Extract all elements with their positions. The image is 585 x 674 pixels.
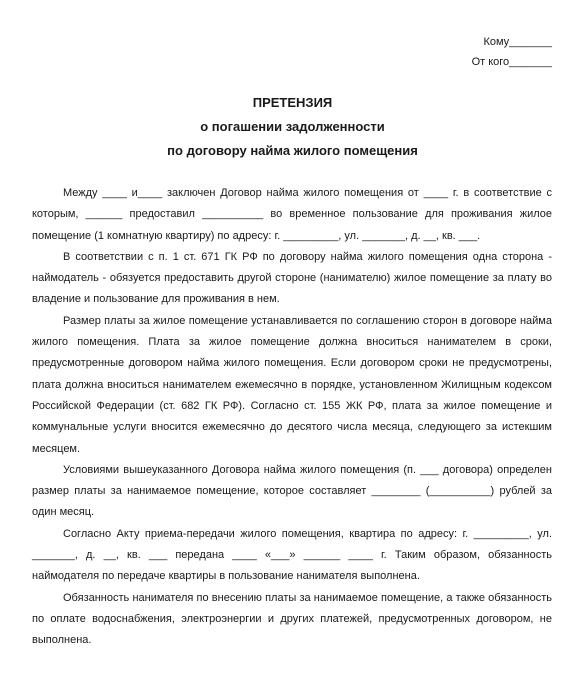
paragraph-payment-terms: Размер платы за жилое помещение устанавливается по соглашению сторон в договоре найма жилого помещения. Плата за жилое помещение должна вноситься нанимателем в сроки, предусмотренные договором найма жилого помещения. Если договором сроки не предусмотрены, плата должна вноситься нанимателем ежемесячно в порядке, установленном Жилищным кодексом Российской Федерации (ст. 682 ГК РФ). Согласно ст. 155 ЖК РФ, плата за жилое помещение и коммунальные услуги вносится ежемесячно до десятого числа месяца, следующего за истекшим месяцем. [32,314,552,455]
paragraph-obligation-unfulfilled: Обязанность нанимателя по внесению платы за нанимаемое помещение, а также обязанность по оплате водоснабжения, электроэнергии и других платежей, предусмотренных договором, не выполнена. [32,591,552,647]
sender-field: От кого_______ [471,56,552,68]
document-title: ПРЕТЕНЗИЯ [252,95,333,110]
document-body [32,183,552,652]
recipient-field: Кому_______ [483,36,552,48]
paragraph-rent-amount: Условиями вышеуказанного Договора найма жилого помещения (п. ___ договора) определен размер платы за нанимаемое помещение, которое составляет ________ (__________) рублей за один месяц. [32,463,552,519]
paragraph-agreement: Между ____ и____ заключен Договор найма жилого помещения от ____ г. в соответствие с которым, ______ предоставил __________ во временное пользование для проживания жилое помещение (1 комнатную квартиру) по адресу: г. _________, ул. _______, д. __, кв. ___. [32,187,552,242]
document-subtitle-1: о погашении задолженности [200,119,385,134]
paragraph-transfer-act: Согласно Акту приема-передачи жилого помещения, квартира по адресу: г. _________, ул. _______, д. __, кв. ___ передана ____ «___» ______ ____ г. Таким образом, обязанность наймодателя по передаче квартиры в пользование нанимателя выполнена. [32,527,552,583]
paragraph-law-671: В соответствии с п. 1 ст. 671 ГК РФ по договору найма жилого помещения одна сторона - наймодатель - обязуется предоставить другой стороне (нанимателю) жилое помещение за плату во владение и пользование для проживания в нем. [32,250,552,306]
document-subtitle-2: по договору найма жилого помещения [167,143,418,158]
